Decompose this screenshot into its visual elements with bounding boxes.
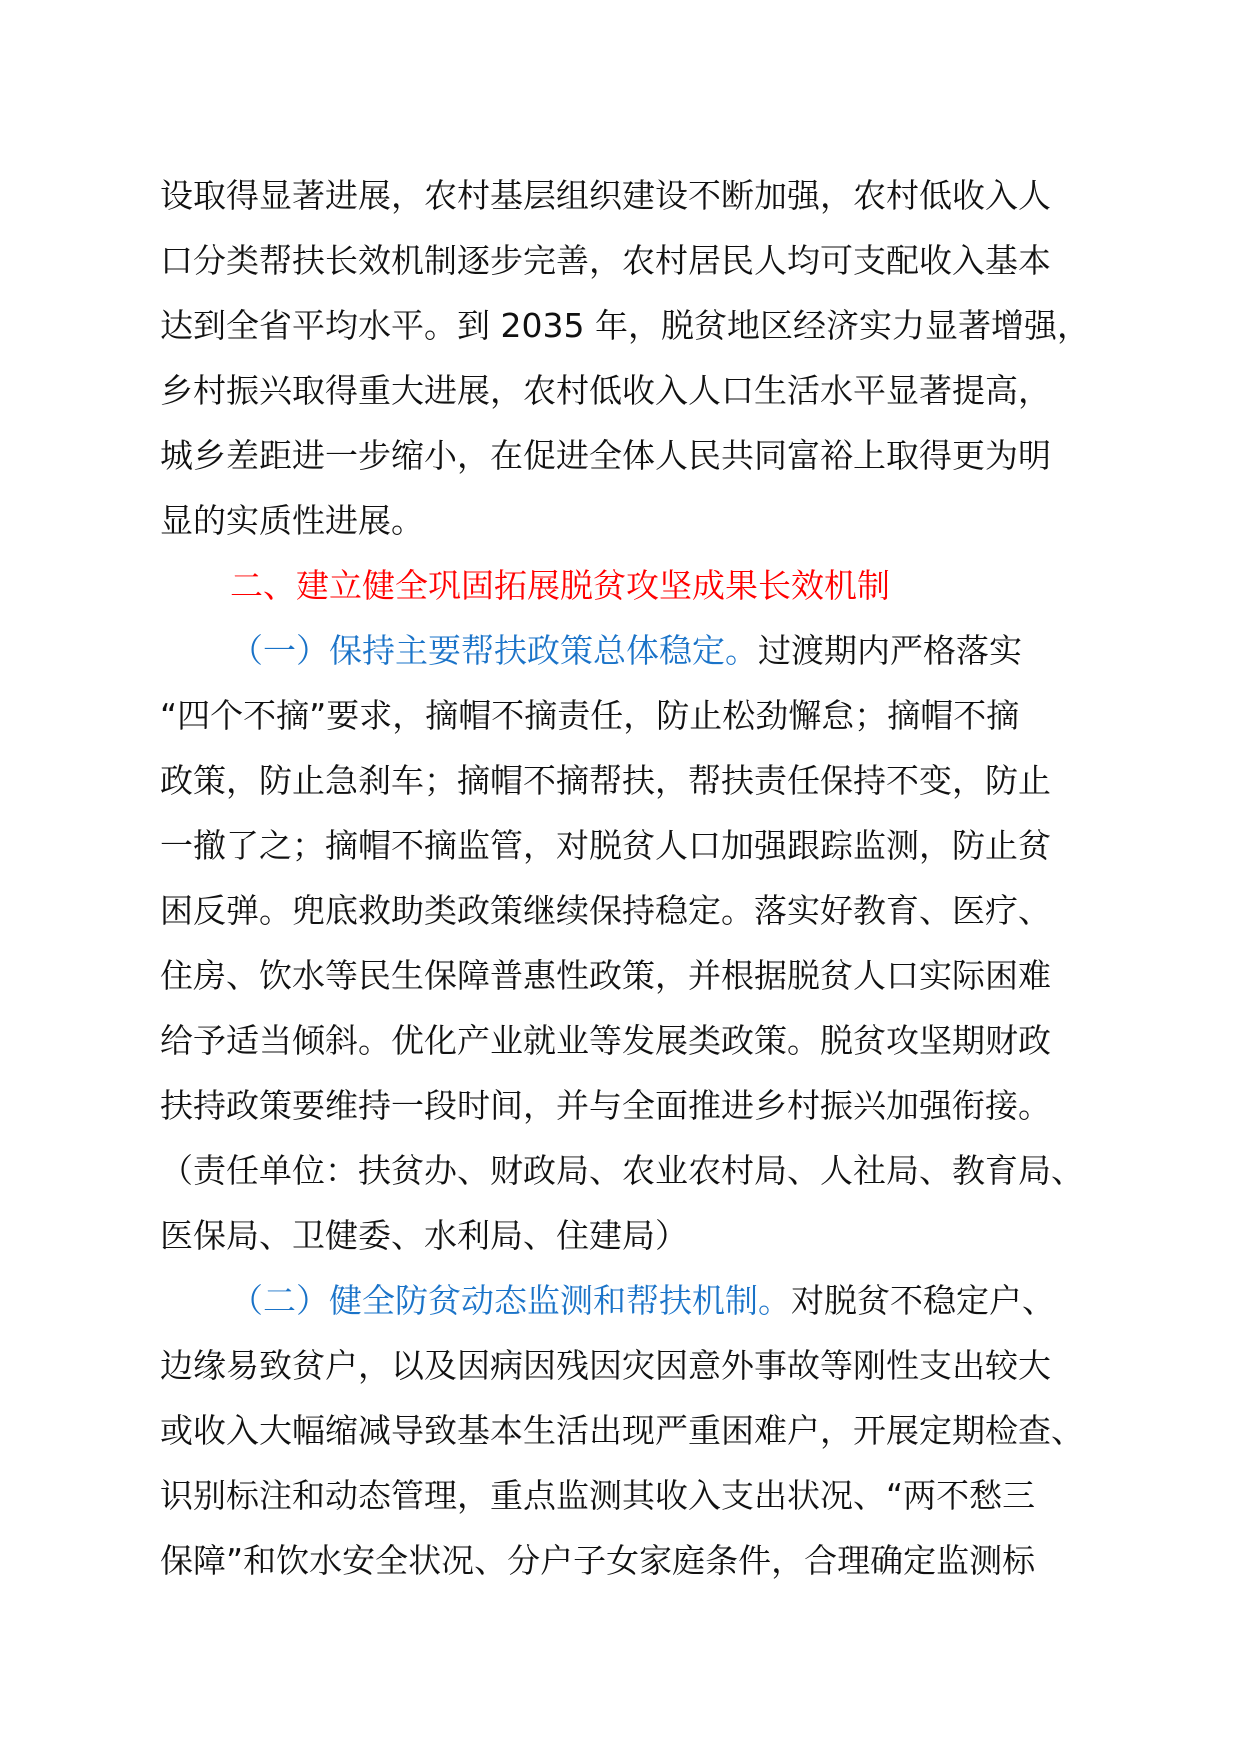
paragraph-line: 困反弹。兜底救助类政策继续保持稳定。落实好教育、医疗、 <box>160 891 1051 930</box>
paragraph-line: “四个不摘”要求，摘帽不摘责任，防止松劲懈怠；摘帽不摘 <box>160 696 1020 735</box>
subsection-first-line <box>230 631 1022 671</box>
paragraph-line: 医保局、卫健委、水利局、住建局） <box>160 1216 688 1255</box>
paragraph-line: 识别标注和动态管理，重点监测其收入支出状况、“两不愁三 <box>160 1476 1036 1515</box>
section-heading: 二、建立健全巩固拓展脱贫攻坚成果长效机制 <box>230 566 890 605</box>
paragraph-line: 设取得显著进展，农村基层组织建设不断加强，农村低收入人 <box>160 176 1051 215</box>
paragraph-line: 政策，防止急刹车；摘帽不摘帮扶，帮扶责任保持不变，防止 <box>160 761 1051 800</box>
paragraph-line: 城乡差距进一步缩小，在促进全体人民共同富裕上取得更为明 <box>160 436 1051 475</box>
paragraph-line: 一撤了之；摘帽不摘监管，对脱贫人口加强跟踪监测，防止贫 <box>160 826 1051 865</box>
subsection-text: 对脱贫不稳定户、 <box>791 1281 1055 1320</box>
subsection-heading: （一）保持主要帮扶政策总体稳定。 <box>230 631 758 670</box>
paragraph-line: 住房、饮水等民生保障普惠性政策，并根据脱贫人口实际困难 <box>160 956 1051 995</box>
paragraph-line: （责任单位：扶贫办、财政局、农业农村局、人社局、教育局、 <box>160 1151 1084 1190</box>
paragraph-line: 乡村振兴取得重大进展，农村低收入人口生活水平显著提高， <box>160 371 1051 410</box>
paragraph-line: 给予适当倾斜。优化产业就业等发展类政策。脱贫攻坚期财政 <box>160 1021 1051 1060</box>
paragraph-line: 扶持政策要维持一段时间，并与全面推进乡村振兴加强衔接。 <box>160 1086 1051 1125</box>
paragraph-line: 口分类帮扶长效机制逐步完善，农村居民人均可支配收入基本 <box>160 241 1051 280</box>
paragraph-line: 达到全省平均水平。到 2035 年，脱贫地区经济实力显著增强， <box>160 306 1090 345</box>
subsection-heading: （二）健全防贫动态监测和帮扶机制。 <box>230 1281 791 1320</box>
paragraph-line: 显的实质性进展。 <box>160 501 424 540</box>
paragraph-line: 保障”和饮水安全状况、分户子女家庭条件，合理确定监测标 <box>160 1541 1036 1580</box>
paragraph-line: 边缘易致贫户，以及因病因残因灾因意外事故等刚性支出较大 <box>160 1346 1051 1385</box>
subsection-text: 过渡期内严格落实 <box>758 631 1022 670</box>
paragraph-line: 或收入大幅缩减导致基本生活出现严重困难户，开展定期检查、 <box>160 1411 1084 1450</box>
subsection-first-line <box>230 1281 1055 1321</box>
